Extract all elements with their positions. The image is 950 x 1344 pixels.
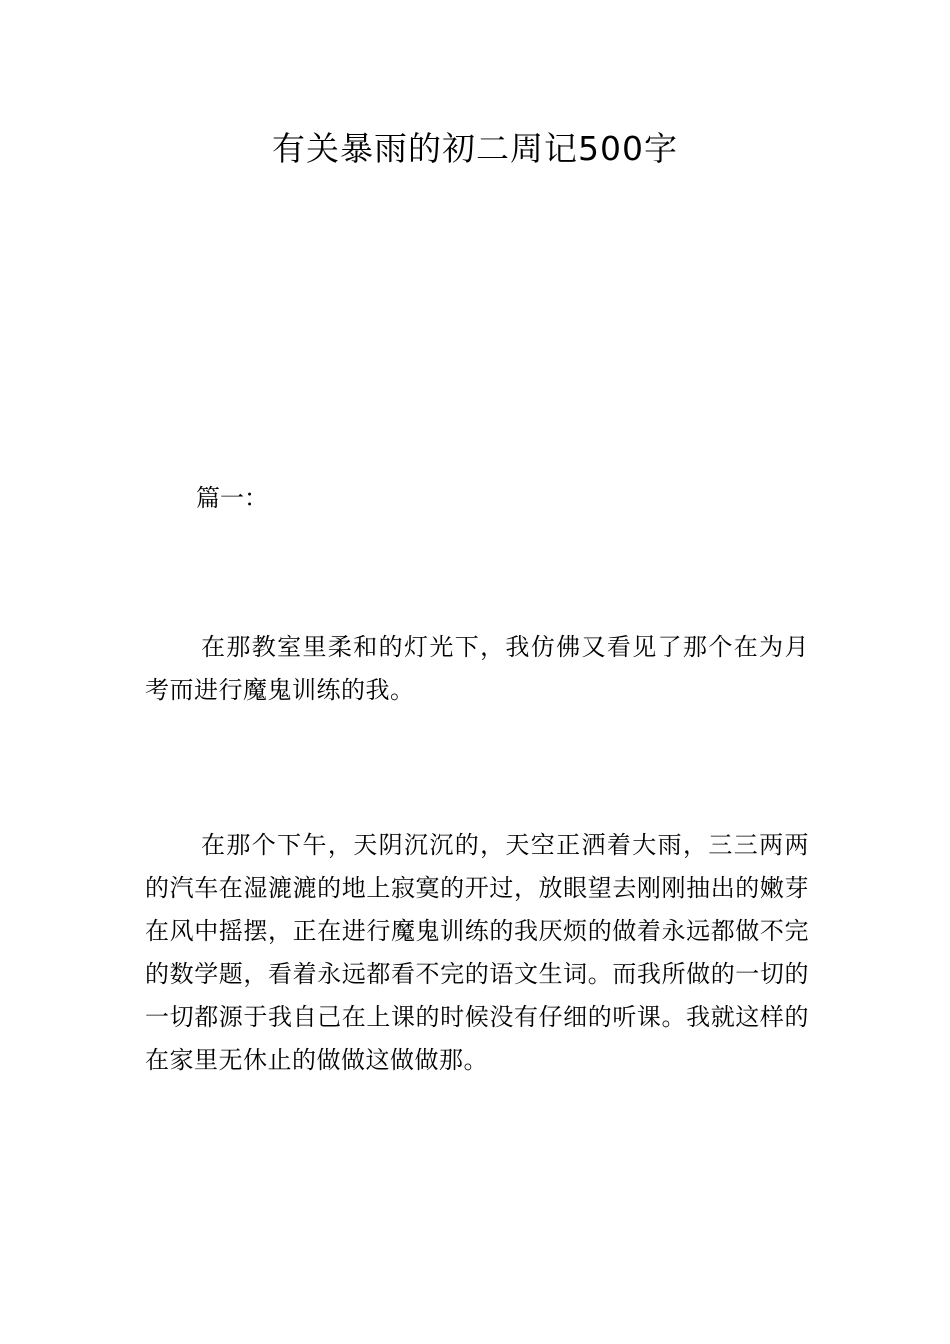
paragraph-1: 在那教室里柔和的灯光下，我仿佛又看见了那个在为月考而进行魔鬼训练的我。 — [145, 633, 809, 704]
document-title: 有关暴雨的初二周记500字 — [272, 129, 678, 168]
paragraph-2: 在那个下午，天阴沉沉的，天空正洒着大雨，三三两两的汽车在湿漉漉的地上寂寞的开过，放眼望去刚刚抽出的嫩芽在风中摇摆，正在进行魔鬼训练的我厌烦的做着永远都做不完的数学题，看着永远都看不完的语文生词。而我所做的一切的一切都源于我自己在上课的时候没有仔细的听课。我就这样的在家里无休止的做做这做做那。 — [145, 831, 809, 1074]
section-heading: 篇一： — [196, 484, 268, 512]
